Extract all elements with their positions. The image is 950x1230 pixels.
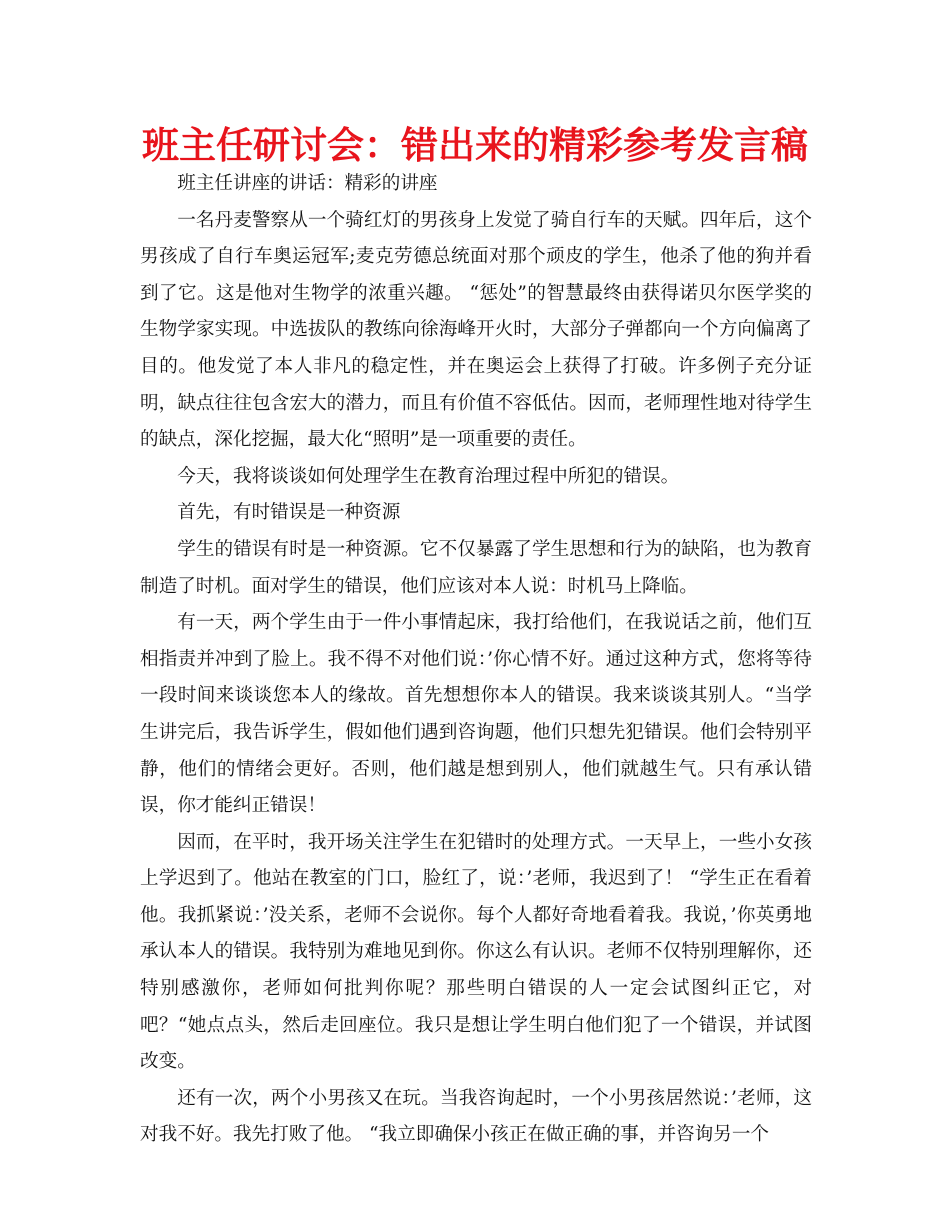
paragraph-subtitle: 班主任讲座的讲话：精彩的讲座: [177, 173, 438, 194]
document-title: 班主任研讨会：错出来的精彩参考发言稿: [142, 124, 808, 167]
paragraph-heading: 首先，有时错误是一种资源: [177, 502, 401, 524]
paragraph: 还有一次，两个小男孩又在玩。当我咨询起时，一个小男孩居然说：’老师，这对我不好。我先打败了他。 “我立即确保小孩正在做正确的事，并咨询另一个: [140, 1087, 812, 1146]
paragraph: 有一天，两个学生由于一件小事情起床，我打给他们，在我说话之前，他们互相指责并冲到了脸上。我不得不对他们说：’你心情不好。通过这种方式，您将等待一段时间来谈谈您本人的缘故。首先想想你本人的错误。我来谈谈其别人。“当学生讲完后，我告诉学生，假如他们遇到咨询题，他们只想先犯错误。他们会特别平静，他们的情绪会更好。否则，他们越是想到别人，他们就越生气。只有承认错误，你才能纠正错误！: [140, 612, 812, 817]
paragraph: 因而，在平时，我开场关注学生在犯错时的处理方式。一天早上，一些小女孩上学迟到了。他站在教室的门口，脸红了，说：’老师，我迟到了！ “学生正在看着他。我抓紧说：’没关系，老师不会说你。每个人都好奇地看着我。我说，’你英勇地承认本人的错误。我特别为难地见到你。你这么有认识。老师不仅特别理解你，还特别感激你，老师如何批判你呢？那些明白错误的人一定会试图纠正它，对吧？“她点点头，然后走回座位。我只是想让学生明白他们犯了一个错误，并试图改变。: [140, 831, 812, 1073]
paragraph: 学生的错误有时是一种资源。它不仅暴露了学生思想和行为的缺陷，也为教育制造了时机。面对学生的错误，他们应该对本人说：时机马上降临。: [140, 538, 812, 597]
document-body: [140, 166, 812, 1154]
paragraph: 今天，我将谈谈如何处理学生在教育治理过程中所犯的错误。: [177, 465, 680, 487]
paragraph: 一名丹麦警察从一个骑红灯的男孩身上发觉了骑自行车的天赋。四年后，这个男孩成了自行车奥运冠军;麦克劳德总统面对那个顽皮的学生，他杀了他的狗并看到了它。这是他对生物学的浓重兴趣。 “惩处”的智慧最终由获得诺贝尔医学奖的生物学家实现。中选拔队的教练向徐海峰开火时，大部分子弹都向一个方向偏离了目的。他发觉了本人非凡的稳定性，并在奥运会上获得了打破。许多例子充分证明，缺点往往包含宏大的潜力，而且有价值不容低估。因而，老师理性地对待学生的缺点，深化挖掘，最大化“照明”是一项重要的责任。: [140, 209, 812, 451]
